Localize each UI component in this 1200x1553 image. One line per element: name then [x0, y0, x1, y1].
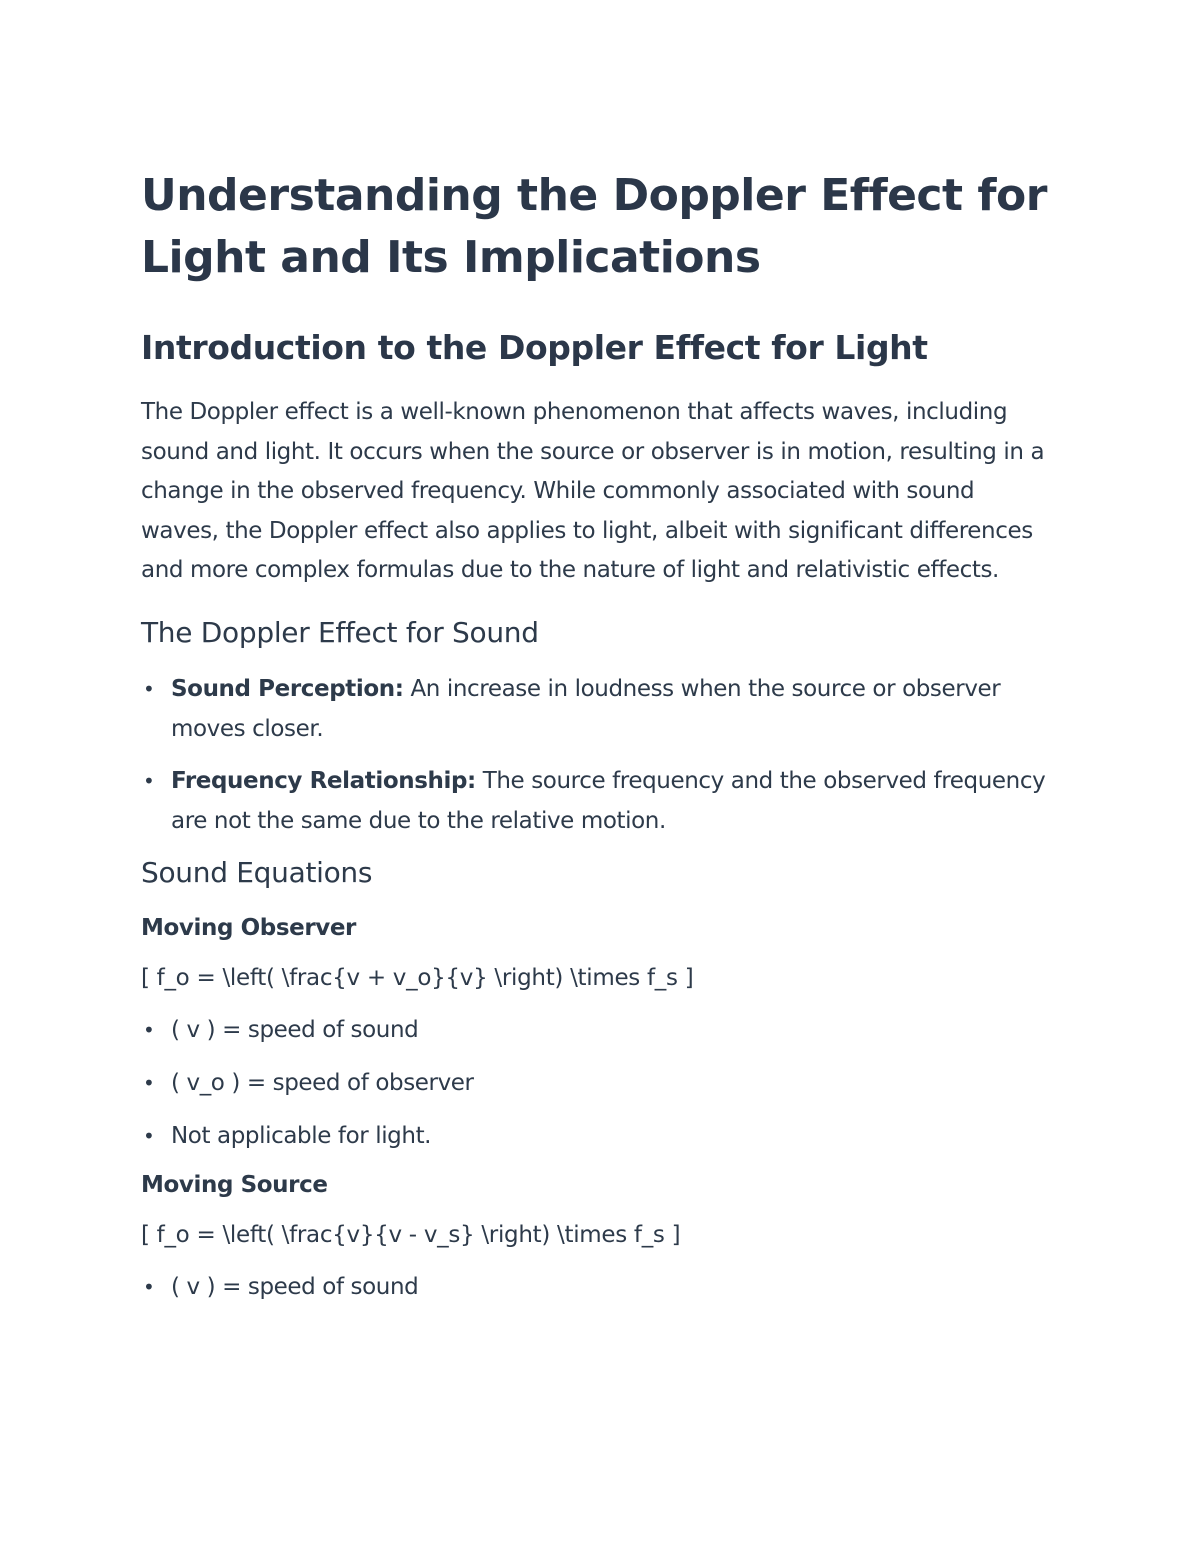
- bullet-icon: •: [143, 768, 155, 793]
- section-heading: Introduction to the Doppler Effect for Light: [141, 328, 928, 367]
- list-item: [141, 1116, 1051, 1156]
- bullet-icon: •: [143, 1123, 155, 1148]
- sound-heading: The Doppler Effect for Sound: [141, 615, 539, 649]
- list-item-term: Sound Perception:: [171, 675, 404, 702]
- list-item-text: ( v ) = speed of sound: [171, 1273, 419, 1300]
- list-item: [141, 669, 1051, 749]
- document-page: [141, 165, 1051, 1307]
- bullet-icon: •: [143, 676, 155, 701]
- sound-points-list: [141, 669, 1051, 841]
- list-item-text: Not applicable for light.: [171, 1122, 432, 1149]
- list-item: [141, 1063, 1051, 1103]
- intro-paragraph: The Doppler effect is a well-known phenomenon that affects waves, including sound and light. It occurs when the source or observer is in motion, resulting in a change in the observed frequency. While commonly associated with sound waves, the Doppler effect also applies to light, albeit with significant differences and more complex formulas due to the nature of light and relativistic effects.: [141, 399, 1045, 584]
- list-item-term: Frequency Relationship:: [171, 767, 476, 794]
- list-item: [141, 1010, 1051, 1050]
- list-item-text: The source frequency and the observed frequency are not the same due to the relative motion.: [171, 767, 1046, 834]
- bullet-icon: •: [143, 1070, 155, 1095]
- bullet-icon: •: [143, 1017, 155, 1042]
- list-item-text: ( v_o ) = speed of observer: [171, 1069, 474, 1096]
- list-item-text: ( v ) = speed of sound: [171, 1016, 419, 1043]
- list-item: [141, 1267, 1051, 1307]
- moving-observer-equation: [ f_o = \left( \frac{v + v_o}{v} \right) \times f_s ]: [141, 964, 694, 991]
- bullet-icon: •: [143, 1274, 155, 1299]
- moving-source-heading: Moving Source: [141, 1171, 328, 1198]
- moving-source-variables: [141, 1267, 1051, 1307]
- list-item: [141, 761, 1051, 841]
- moving-source-equation: [ f_o = \left( \frac{v}{v - v_s} \right) \times f_s ]: [141, 1221, 681, 1248]
- list-item-text: An increase in loudness when the source or observer moves closer.: [171, 675, 1001, 742]
- document-title: Understanding the Doppler Effect for Light and Its Implications: [141, 170, 1047, 283]
- moving-observer-heading: Moving Observer: [141, 914, 356, 941]
- equations-heading: Sound Equations: [141, 855, 373, 889]
- moving-observer-variables: [141, 1010, 1051, 1156]
